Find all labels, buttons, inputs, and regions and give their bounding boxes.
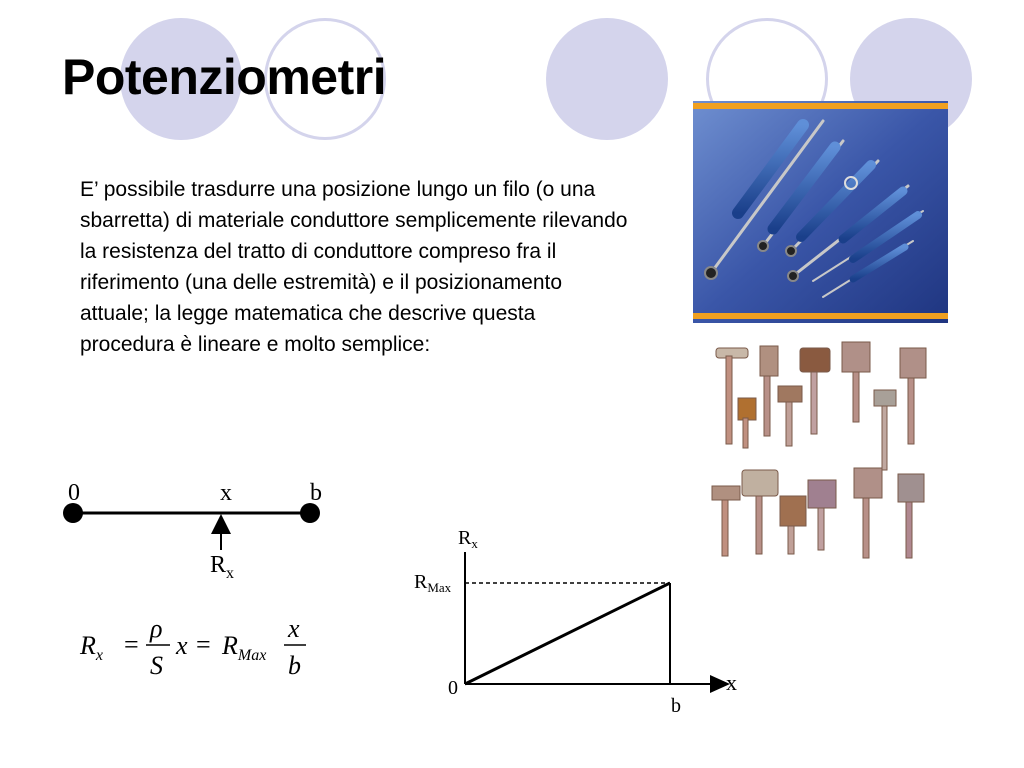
formula-equals: = (196, 630, 211, 659)
position-arrow (211, 514, 231, 534)
wire-position-label: x (220, 480, 232, 506)
graph-rmax-label: $R_{Max}$ (414, 571, 452, 595)
formula-rx: $R_x$ (80, 631, 103, 664)
formula-b: b (288, 651, 301, 680)
slide-body-text: E’ possibile trasdurre una posizione lungo un filo (o una sbarretta) di materiale conduttore semplicemente rilevando la resistenza del tratto di conduttore compreso fra il riferimento (una delle estremità) e il posizionamento attuale; la legge matematica che descrive questa procedura è lineare e molto semplice: (80, 178, 628, 356)
wire-start-node (63, 503, 83, 523)
formula-rmax: $R_{Max}$ (222, 631, 267, 664)
resistance-label: $R_x$ (210, 552, 235, 582)
formula-rho: ρ (150, 614, 163, 643)
formula-s: S (150, 651, 163, 680)
decor-circle (546, 18, 668, 140)
slide-title: Potenziometri (62, 49, 387, 105)
wire-end-node (300, 503, 320, 523)
graph-origin-label: 0 (448, 677, 458, 699)
formula-x: x (176, 631, 188, 660)
wire-end-label: b (310, 480, 322, 506)
linear-potentiometers-photo (693, 101, 948, 323)
formula-equals: = (124, 630, 139, 659)
wire-start-label: 0 (68, 480, 80, 506)
graph-y-label: $R_x$ (458, 527, 478, 551)
resistance-graph (410, 526, 760, 716)
rx-linear-line (465, 583, 670, 684)
graph-b-label: b (671, 695, 681, 717)
formula (78, 612, 338, 692)
formula-x-numerator: x (288, 614, 300, 643)
graph-x-label: x (726, 670, 737, 695)
wire-diagram (60, 478, 340, 588)
